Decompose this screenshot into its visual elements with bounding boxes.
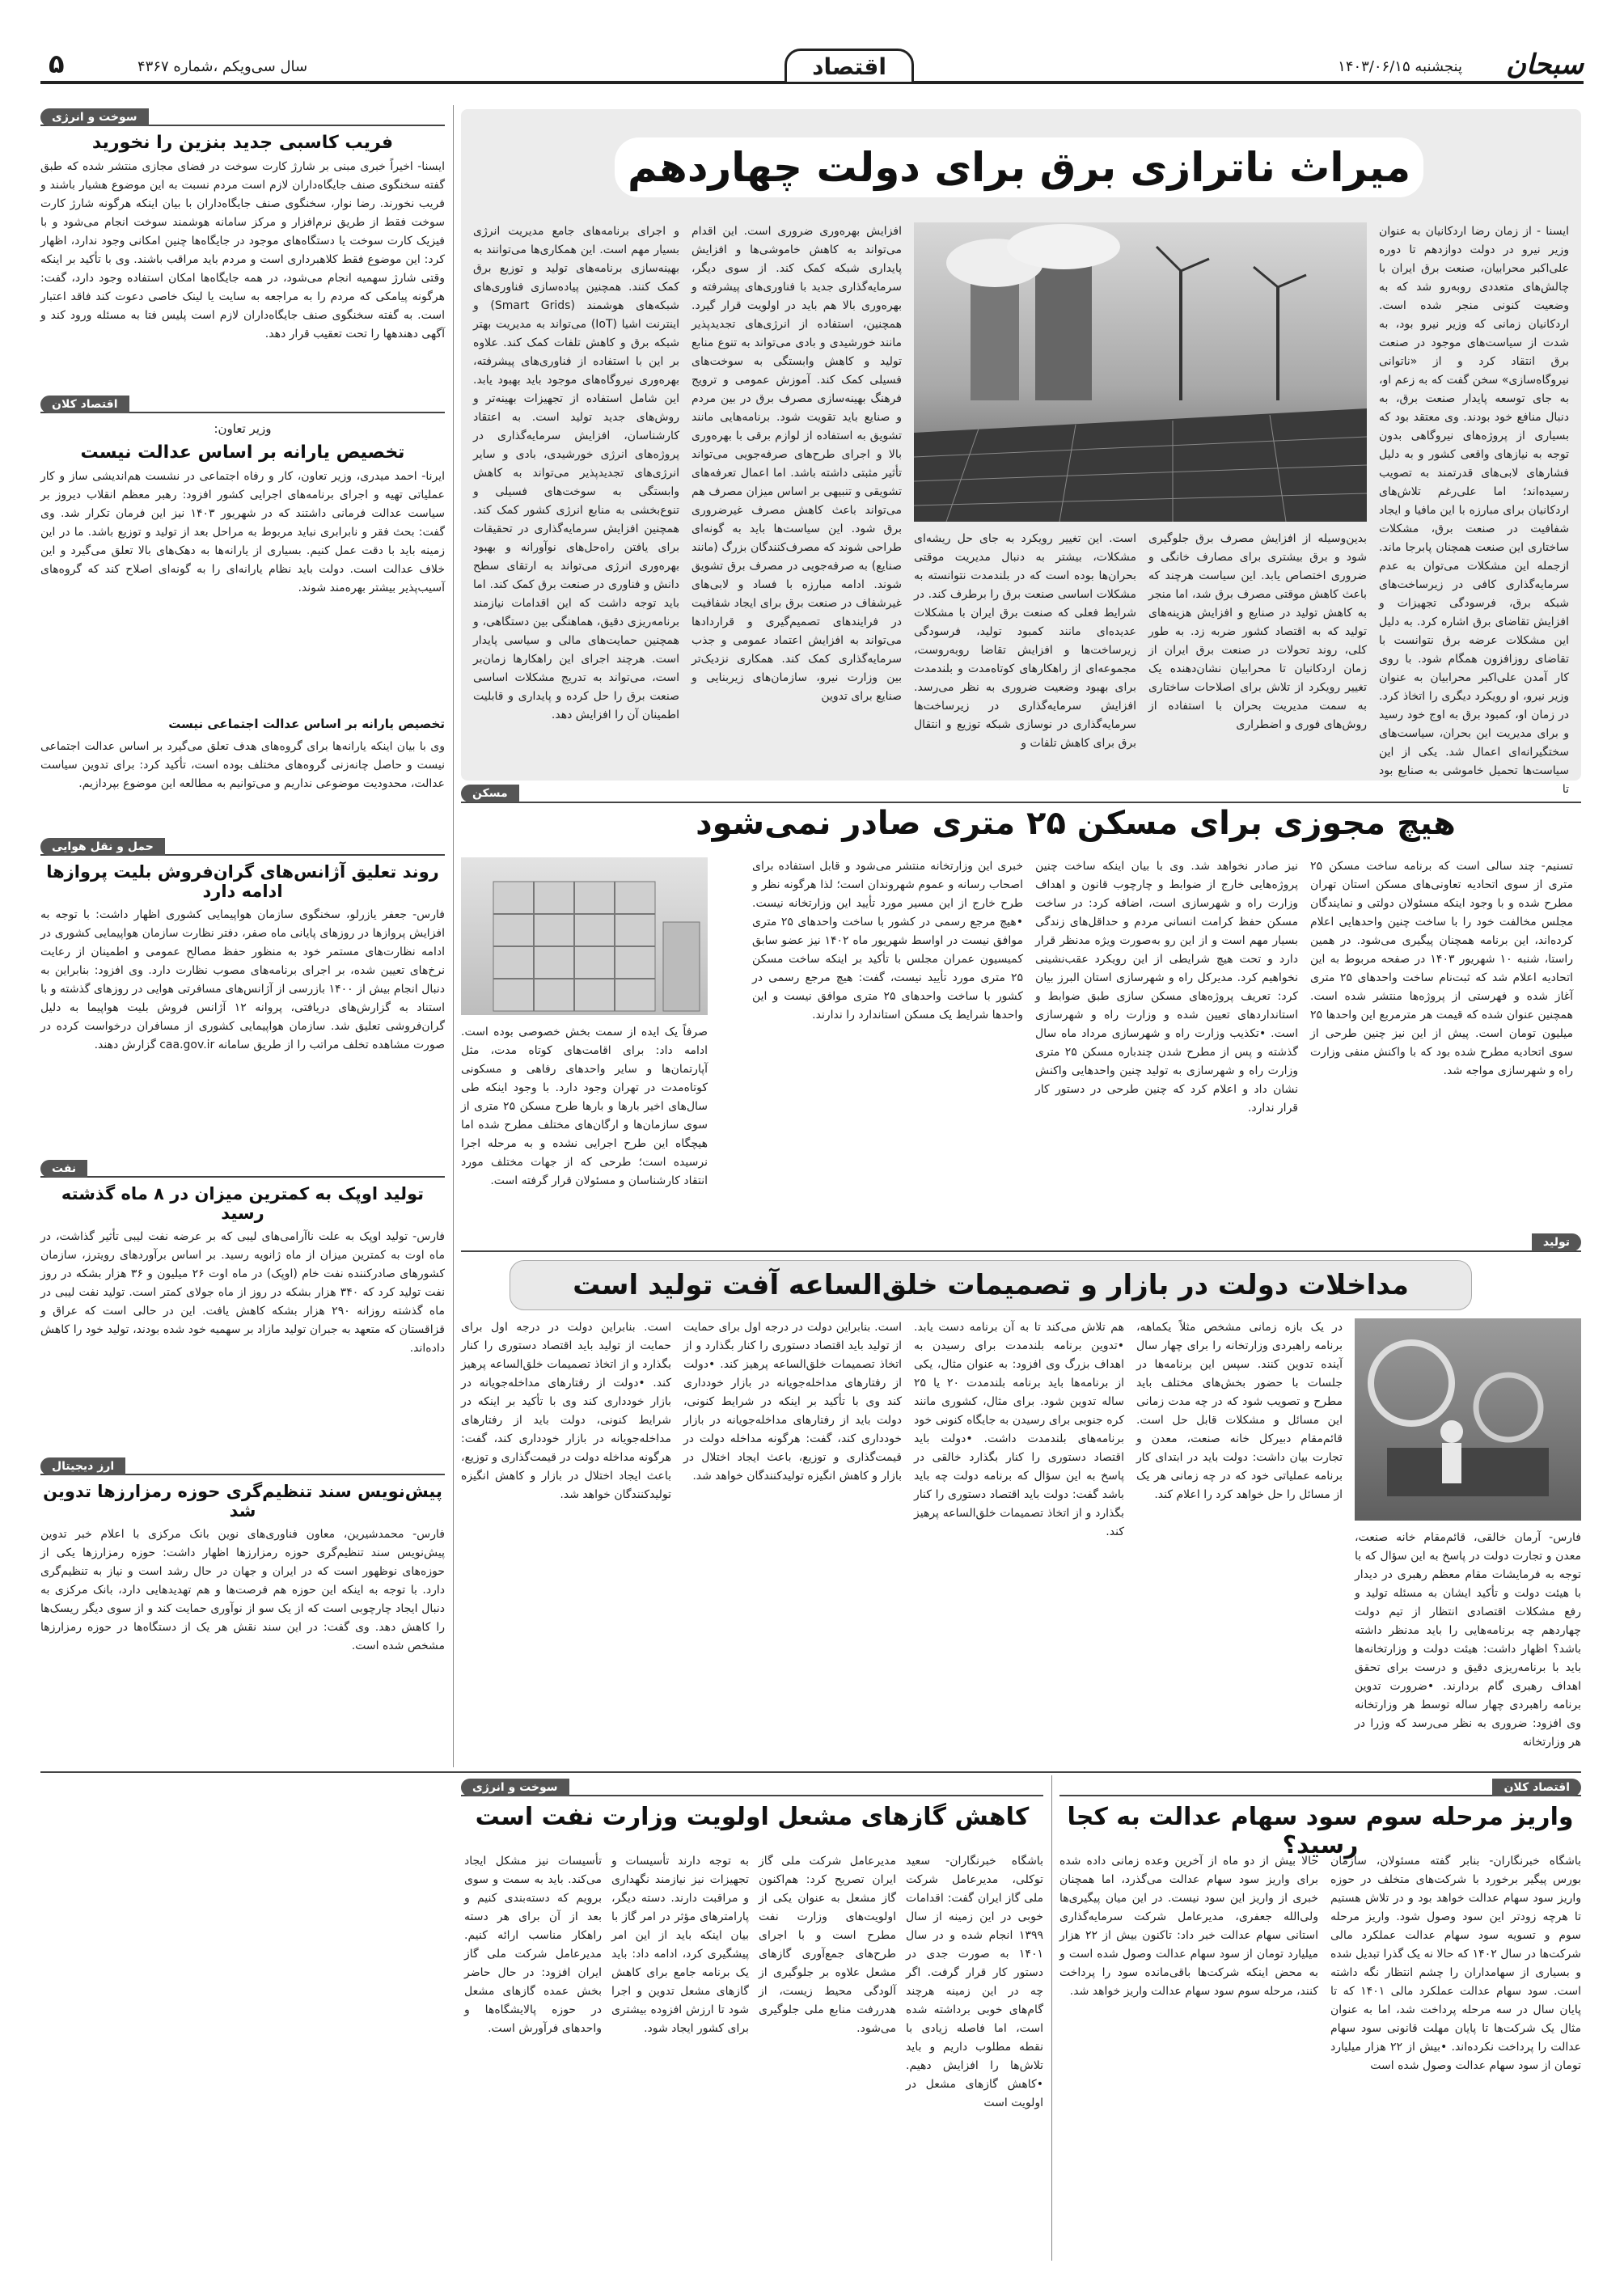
lead-col-5: و اجرای برنامه‌های جامع مدیریت انرژی بسیار مهم است. این همکاری‌ها می‌توانند به بهینه‌سازی برنامه‌های تولید و توزیع برق کمک کنند. همچنین پیاده‌سازی فناوری‌های شبکه‌های هوشمند (Smart Grids) و اینترنت اشیا (IoT) می‌تواند به مدیریت بهتر شبکه برق و کاهش تلفات کمک کند. علاوه بر این با استفاده از فناوری‌های پیشرفته، بهره‌وری نیروگاه‌های موجود باید بهبود یابد. این شامل استفاده از تجهیزات بهینه‌تر و روش‌های جدید تولید است. به اعتقاد کارشناسان، افزایش سرمایه‌گذاری در پروژه‌های انرژی خورشیدی، بادی و سایر انرژی‌های تجدیدپذیر می‌تواند به کاهش وابستگی به سوخت‌های فسیلی و تنوع‌بخشی به منابع انرژی کشور کمک کند. همچنین افزایش سرمایه‌گذاری در تحقیقات برای یافتن راه‌حل‌های نوآورانه و بهبود بهره‌وری انرژی می‌تواند به ارتقای سطح دانش و فناوری در صنعت برق کمک کند. اما باید توجه داشت که این اقدامات نیازمند برنامه‌ریزی دقیق، هماهنگی بین دستگاهی، و همچنین حمایت‌های مالی و سیاسی پایدار است. هرچند اجرای این راهکارها زمان‌بر است، می‌تواند به تدریج مشکلات اساسی صنعت برق را حل کرده و پایداری و قابلیت اطمینان آن را افزایش دهد. xyxy=(473,225,679,721)
production-col-5: است. بنابراین دولت در درجه اول برای حمایت از تولید باید اقتصاد دستوری را کنار بگذارد و از اتخاذ تصمیمات خلق‌الساعه پرهیز کند. •دولت از رفتارهای مداخله‌جویانه در بازار خودداری کند وی با تأکید بر اینکه در شرایط کنونی، دولت باید از رفتارهای مداخله‌جویانه در بازار خودداری کند، گفت: هرگونه مداخله دولت در قیمت‌گذاری و توزیع، باعث ایجاد اختلال در بازار و کاهش انگیزه تولیدکنندگان خواهد شد. xyxy=(461,1321,671,1501)
justice-col-1: باشگاه خبرنگاران- بنابر گفته مسئولان، سازمان بورس پیگیر برخورد با شرکت‌های متخلف در حوزه واریز سود سهام عدالت خواهد بود و در تلاش هستیم تا هرچه زودتر این سود وصول شود. واریز مرحله سوم و تسویه سود سهام عدالت عملکرد مالی شرکت‌ها در سال ۱۴۰۲ که حالا نه یک گذرا تبدیل شده و بسیاری از سهامداران را چشم انتظار نگه داشته است. سود سهام عدالت عملکرد مالی ۱۴۰۱ که تا پایان سال در سه مرحله پرداخت شد، اما به عنوان مثال یک شرکت‌ها تا پایان مهلت قانونی سود سهام عدالت را پرداخت نکرده‌اند. •بیش از ۲۲ هزار میلیارد تومان از سود سهام عدالت وصول شده است xyxy=(1330,1855,1581,2072)
issue-date: پنجشنبه ۱۴۰۳/۰۶/۱۵ xyxy=(1338,58,1462,75)
fuel-headline: فریب کاسبی جدید بنزین را نخورید xyxy=(91,133,394,153)
production-rule xyxy=(461,1237,1581,1252)
section-tag-production: تولید xyxy=(1532,1233,1581,1251)
production-col-4: است. بنابراین دولت در درجه اول برای حمایت از تولید باید اقتصاد دستوری را کنار بگذارد و از اتخاذ تصمیمات خلق‌الساعه پرهیز کند. •دولت از رفتارهای مداخله‌جویانه در بازار خودداری کند وی با تأکید بر اینکه در شرایط کنونی، دولت باید از رفتارهای مداخله‌جویانه در بازار خودداری کند، گفت: هرگونه مداخله دولت در قیمت‌گذاری و توزیع، باعث ایجاد اختلال در بازار و کاهش انگیزه تولیدکنندگان خواهد شد. xyxy=(683,1321,902,1483)
lead-col-1: ایسنا - از زمان رضا اردکانیان به عنوان وزیر نیرو در دولت دوازدهم تا دوره علی‌اکبر محرابیان، صنعت برق ایران با چالش‌های متعددی روبه‌رو شد که به وضعیت کنونی منجر شده است. اردکانیان زمانی که وزیر نیرو بود، به شدت از سیاست‌های موجود در صنعت برق انتقاد کرد و از «ناتوانی نیروگاه‌سازی» سخن گفت که به زعم او، به جای توسعه پایدار صنعت برق، به دنبال منافع خود بودند. وی معتقد بود که بسیاری از پروژه‌های نیروگاهی بدون توجه به نیازهای واقعی کشور و به دلیل فشارهای لابی‌های قدرتمند به تصویب رسیده‌اند؛ اما علی‌رغم تلاش‌های اردکانیان برای مبارزه با این مافیا و ایجاد شفافیت در صنعت برق، مشکلات ساختاری این صنعت همچنان پابرجا ماند. ازجمله این مشکلات می‌توان به عدم سرمایه‌گذاری کافی در زیرساخت‌های شبکه برق، فرسودگی تجهیزات و افزایش تقاضای برق اشاره کرد. به دلیل این مشکلات عرضه برق نتوانست با تقاضای روزافزون همگام شود. با روی کار آمدن علی‌اکبر محرابیان به عنوان وزیر نیرو، او رویکرد دیگری را اتخاذ کرد. در زمان او، کمبود برق به اوج خود رسید و برای مدیریت این بحران، سیاست‌های سختگیرانه‌ای اعمال شد. یکی از این سیاست‌ها تحمیل خاموشی به صنایع بود تا xyxy=(1379,225,1569,796)
housing-col-4: صرفاً یک ایده از سمت بخش خصوصی بوده است. ادامه داد: برای اقامت‌های کوتاه مدت، مثل آپارتمان‌ها و سایر واحدهای رفاهی و مسکونی کوتاه‌مدت در تهران وجود دارد. با وجود اینکه طی سال‌های اخیر بارها و بارها طرح مسکن ۲۵ متری از سوی سازمان‌ها و ارگان‌های مختلف مطرح شده اما هیچگاه این طرح اجرایی نشده و به مرحله اجرا نرسیده است؛ طرحی که از جهات مختلف مورد انتقاد کارشناسان و مسئولان قرار گرفته است. xyxy=(461,1026,708,1187)
production-col-3: هم تلاش می‌کند تا به آن برنامه دست یابد. •تدوین برنامه بلندمدت برای رسیدن به اهداف بزرگ وی افزود: به عنوان مثال، یکی از برنامه‌ها باید برنامه بلندمدت ۲۰ یا ۲۵ ساله تدوین شود. برای مثال، کشوری مانند کره جنوبی برای رسیدن به جایگاه کنونی خود برنامه‌های بلندمدت داشت. •دولت باید اقتصاد دستوری را کنار بگذارد خالقی در پاسخ به این سؤال که برنامه دولت چه باید باشد گفت: دولت باید اقتصاد دستوری را کنار بگذارد و از اتخاذ تصمیمات خلق‌الساعه پرهیز کند. xyxy=(914,1321,1124,1538)
power-plant-illustration xyxy=(914,222,1367,522)
bottom-divider xyxy=(40,1771,1581,1773)
housing-col-2: نیز صادر نخواهد شد. وی با بیان اینکه ساخت چنین پروژه‌هایی خارج از ضوابط و چارچوب قانون و اهداف وزارت راه و شهرسازی است، اضافه کرد: در ساخت مسکن حفظ کرامت انسانی مردم و حداقل‌های زندگی بسیار مهم است و از این رو به‌صورت ویژه مدنظر قرار دارد و تحت هیچ شرایطی از این رویکرد عقب‌نشینی نخواهیم کرد. مدیرکل راه و شهرسازی استان البرز بیان کرد: تعریف پروژه‌های مسکن سازی طبق ضوابط و استانداردهای تعیین شده و وزارت راه و شهرسازی است. •تکذیب وزارت راه و شهرسازی مرداد ماه سال گذشته و پس از مطرح شدن چندباره مسکن ۲۵ متری وزارت راه و شهرسازی به تولید چنین واحدهایی واکنش نشان داد و اعلام کرد که چنین طرحی در دستور کار قرار ندارد. xyxy=(1035,860,1298,1115)
gas-col-1: باشگاه خبرنگاران- سعید توکلی، مدیرعامل شرکت ملی گاز ایران گفت: اقدامات خوبی در این زمینه از سال ۱۳۹۹ انجام شده و در سال ۱۴۰۱ به صورت جدی در دستور کار قرار گرفت. اگر چه در این زمینه هرچند گام‌های خوبی برداشته شده است، اما فاصله زیادی با نقطه مطلوب داریم و باید تلاش‌ها را افزایش دهیم. •کاهش گازهای مشعل در اولویت است xyxy=(906,1855,1043,2109)
housing-rule xyxy=(461,789,1581,803)
factory-workers-photo xyxy=(1355,1318,1581,1521)
crypto-headline: پیش‌نویس سند تنظیم‌گری حوزه رمزارزها تدوین شد xyxy=(43,1482,442,1521)
housing-col-3: خبری این وزارتخانه منتشر می‌شود و قابل استفاده برای اصحاب رسانه و عموم شهروندان است؛ لذا هرگونه نظر و طرح خارج از این مسیر مورد تأیید این وزارتخانه نیست. •هیچ مرجع رسمی در کشور با ساخت واحدهای ۲۵ متری موافق نیست در اواسط شهریور ماه ۱۴۰۲ نیز عضو سابق کمیسیون عمران مجلس با تأکید بر اینکه ساخت مسکن ۲۵ متری مورد تأیید نیست، گفت: هیچ مرجع رسمی در کشور با ساخت واحدهای ۲۵ متری موافق نیست و این واحدها شرایط یک مسکن استاندارد را ندارند. xyxy=(752,860,1023,1022)
subsidy-body: ایرنا- احمد میدری، وزیر تعاون، کار و رفاه اجتماعی در نشست هم‌اندیشی ساز و کار عملیاتی تهیه و اجرای برنامه‌های اجرایی کشور افزود: رهبر معظم انقلاب دیروز بر سیاست عدالت فرمانی داشتند که در شهریور ۱۴۰۳ نیز این فرمان تکرار شد. وی گفت: بحث فقر و نابرابری نباید مربوط به مراحل بعد از تولید و توزیع باشد. ما در این زمینه باید با دقت عمل کنیم. بسیاری از یارانه‌ها به دهک‌های بالا تعلق می‌گیرد و این خلاف عدالت است. دولت باید نظام یارانه‌ای را به گونه‌ای اصلاح کند که گروه‌های آسیب‌پذیر بیشتر بهره‌مند شوند. xyxy=(40,470,445,594)
bottom-column-divider xyxy=(1051,1775,1052,2261)
factory-illustration xyxy=(1355,1318,1581,1521)
lead-col-4: افزایش بهره‌وری ضروری است. این اقدام می‌تواند به کاهش خاموشی‌ها و افزایش پایداری شبکه کمک کند. از سوی دیگر، سرمایه‌گذاری جدید با فناوری‌های پیشرفته و بهره‌وری بالا هم باید در اولویت قرار گیرد. همچنین، استفاده از انرژی‌های تجدیدپذیر مانند خورشیدی و بادی می‌تواند به تنوع منابع تولید و کاهش وابستگی به سوخت‌های فسیلی کمک کند. آموزش عمومی و ترویج فرهنگ بهینه‌سازی مصرف برق در بین مردم و صنایع باید تقویت شود. برنامه‌هایی مانند تشویق به استفاده از لوازم برقی با بهره‌وری بالا و اجرای طرح‌های صرفه‌جویی می‌تواند تأثیر مثبتی داشته باشد. اما اعمال تعرفه‌های تشویقی و تنبیهی بر اساس میزان مصرف هم می‌تواند باعث کاهش مصرف غیرضروری برق شود. این سیاست‌ها باید به گونه‌ای طراحی شوند که مصرف‌کنندگان بزرگ (مانند صنایع) به صرفه‌جویی در مصرف برق تشویق شوند. ادامه مبارزه با فساد و لابی‌های غیرشفاف در صنعت برق برای ایجاد شفافیت در فرایندهای تصمیم‌گیری و قراردادها می‌تواند به افزایش اعتماد عمومی و جذب سرمایه‌گذاری کمک کند. همکاری نزدیک‌تر بین وزارت نیرو، سازمان‌های زیربنایی و صنایع برای تدوین xyxy=(691,225,902,703)
housing-col-1: تسنیم- چند سالی است که برنامه ساخت مسکن ۲۵ متری از سوی اتحادیه تعاونی‌های مسکن استان تهران مطرح شده و با وجود اینکه مسئولان دولتی و نمایندگان مجلس مخالفت خود را با ساخت چنین واحدهایی اعلام کرده‌اند، این برنامه همچنان پیگیری می‌شود. در همین راستا، شنبه ۱۰ شهریور ۱۴۰۳ در صفحه مربوط به این اتحادیه اعلام شد که ثبت‌نام ساخت واحدهای ۲۵ متری آغاز شده و فهرستی از پروژه‌ها منتشر شده است. همچنین عنوان شده که قیمت هر مترمربع این واحدها ۲۵ میلیون تومان است. پیش از این نیز چنین طرحی از سوی اتحادیه مطرح شده بود که با واکنش منفی وزارت راه و شهرسازی مواجه شد. xyxy=(1310,860,1574,1077)
subsidy-kicker: وزیر تعاون: xyxy=(214,421,272,436)
section-tag-fuel: سوخت و انرژی xyxy=(40,105,445,126)
gas-col-2: مدیرعامل شرکت ملی گاز ایران تصریح کرد: هم‌اکنون گاز مشعل به عنوان یکی از اولویت‌های وزارت نفت مطرح است و با اجرای طرح‌های جمع‌آوری گازهای مشعل علاوه بر جلوگیری از آلودگی محیط زیست، از هدررفت منابع ملی جلوگیری می‌شود. xyxy=(759,1855,896,2035)
oil-headline: تولید اوپک به کمترین میزان در ۸ ماه گذشته رسید xyxy=(61,1184,425,1223)
gas-col-4: تأسیسات نیز مشکل ایجاد می‌کند. باید به سمت و سوی برویم که دسته‌بندی کنیم و بعد از آن برای هر دسته راهکار مناسب ارائه کنیم. مدیرعامل شرکت ملی گاز ایران افزود: در حال حاضر بخش عمده گازهای مشعل در حوزه پالایشگاه‌ها و واحدهای فرآورش است. xyxy=(464,1855,602,2035)
section-tag-air: حمل و نقل هوایی xyxy=(40,835,445,856)
side-column xyxy=(40,105,445,1767)
subsidy-body-2: وی با بیان اینکه یارانه‌ها برای گروه‌های هدف تعلق می‌گیرد بر اساس عدالت اجتماعی نیست و حاصل چانه‌زنی گروه‌های مختلف بوده است، تأکید کرد: برای تدوین سیاست عدالت، محدودیت موضوعی نداریم و می‌توانیم به مطالعه این موضوع بپردازیم. xyxy=(40,740,445,790)
gas-flare-story xyxy=(461,1775,1043,2261)
housing-headline: هیچ مجوزی برای مسکن ۲۵ متری صادر نمی‌شود xyxy=(696,805,1456,842)
gas-col-3: به توجه دارند تأسیسات و تجهیزات نیز نیازمند نگهداری و مراقبت دارند. دسته دیگر، پارامترهای مؤثر در امر گاز با بیان اینکه باید از این امر پیشگیری کرد، ادامه داد: باید یک برنامه جامع برای کاهش گازهای مشعل تدوین و اجرا شود تا ارزش افزوده بیشتری برای کشور ایجاد شود. xyxy=(611,1855,749,2035)
building-illustration xyxy=(461,857,708,1015)
production-col-2: در یک بازه زمانی مشخص مثلاً یکماهه، برنامه راهبردی وزارتخانه را برای چهار سال آینده تدوین کنند. سپس این برنامه‌ها در جلسات با حضور بخش‌های مختلف باید مطرح و تصویب شود که در چه مدت زمانی این مسائل و مشکلات قابل حل است. قائم‌مقام دبیرکل خانه صنعت، معدن و تجارت بیان داشت: دولت باید در ابتدای کار برنامه عملیاتی خود که در چه زمانی هر یک از مسائل را حل خواهد کرد را اعلام کند. xyxy=(1136,1321,1343,1501)
section-tag-crypto: ارز دیجیتال xyxy=(40,1454,445,1475)
subsidy-subhead: تخصیص یارانه بر اساس عدالت اجتماعی نیست xyxy=(168,717,445,731)
newspaper-logo: سبحان xyxy=(1505,49,1584,81)
production-headline: مداخلات دولت در بازار و تصمیمات خلق‌الساعه آفت تولید است xyxy=(573,1269,1409,1301)
lead-headline: میراث ناترازی برق برای دولت چهاردهم xyxy=(615,137,1423,197)
section-tag-justice: اقتصاد کلان xyxy=(1059,1775,1581,1796)
issue-number: سال سی‌ویکم ،شماره ۴۳۶۷ xyxy=(137,58,308,75)
production-col-1: فارس- آرمان خالقی، قائم‌مقام خانه صنعت، معدن و تجارت دولت در پاسخ به این سؤال که با توجه به فرمایشات مقام معظم رهبری در دیدار با هیئت دولت و تأکید ایشان به مسئله تولید و رفع مشکلات اقتصادی انتظار از تیم دولت چهاردهم چه برنامه‌هایی را باید مدنظر داشته باشد؟ اظهار داشت: هیئت دولت و وزارتخانه‌ها باید با برنامه‌ریزی دقیق و درست برای تحقق اهداف رهبری گام بردارند. •ضرورت تدوین برنامه راهبردی چهار ساله توسط هر وزارتخانه وی افزود: ضروری به نظر می‌رسد که وزرا در هر وزارتخانه xyxy=(1355,1531,1581,1749)
justice-shares-story xyxy=(1059,1775,1581,2261)
section-tag-macro: اقتصاد کلان xyxy=(40,392,445,413)
fuel-body: ایسنا- اخیراً خبری مبنی بر شارژ کارت سوخت در فضای مجازی منتشر شده که طبق گفته سخنگوی صنف جایگاه‌داران لازم است مردم نسبت به این موضوع هشیار باشند و فریب نخورند. رضا نوار، سخنگوی صنف جایگاه‌داران با بیان اینکه هرگونه شارژ کارت سوخت فقط از طریق نرم‌افزار و مرکز سامانه هوشمند سوخت انجام می‌شود و با فیزیک کارت سوخت یا دستگاه‌های موجود در جایگاه‌ها چنین امکانی وجود ندارد، اظهار کرد: این موضوع فقط کلاهبرداری است و مردم باید مراقب باشند. وی با تأکید بر اینکه وقتی شارژ سهمیه انجام می‌شود، در همه جایگاه‌ها امکان استفاده وجود دارد، گفت: هرگونه پیامکی که مردم را به مراجعه به سایت یا لینک خاصی دعوت کند فاقد اعتبار است. به گفته سخنگوی صنف جایگاه‌داران لازم است پلیس فتا به مسئله ورود کند و آگهی دهندهها را تحت تعقیب قرار دهد. xyxy=(40,160,445,341)
housing-story xyxy=(461,789,1581,1233)
section-tag-gas: سوخت و انرژی xyxy=(461,1775,1043,1796)
column-divider xyxy=(453,105,454,1767)
gas-headline: کاهش گازهای مشعل اولویت وزارت نفت است xyxy=(475,1803,1030,1831)
crypto-body: فارس- محمدشیرین، معاون فناوری‌های نوین بانک مرکزی با اعلام خبر تدوین پیش‌نویس سند تنظیم‌گری حوزه رمزارزها اظهار داشت: حوزه رمزارزها یکی از حوزه‌های نوظهور است که در ایران و جهان در حال رشد است و نیاز به تنظیم‌گری دارد. با توجه به اینکه این حوزه هم فرصت‌ها و هم تهدیدهایی دارد، بانک مرکزی به دنبال ایجاد چارچوبی است که از یک سو از نوآوری حمایت کند و از سوی دیگر ریسک‌ها را کاهش دهد. وی گفت: در این سند نقش هر یک از دستگاه‌ها در حوزه رمزارزها مشخص شده است. xyxy=(40,1528,445,1652)
air-body: فارس- جعفر یازرلو، سخنگوی سازمان هواپیمایی کشوری اظهار داشت: با توجه به افزایش پروازها در روزهای پایانی ماه صفر، دفتر نظارت سازمان هواپیمایی کشوری در ادامه نظارت‌های مستمر خود به منظور حفظ مصالح عمومی و اطمینان از رعایت نرخ‌های تعیین شده، بر اجرای برنامه‌های مصوب نظارت دارد. وی افزود: بنابراین به دنبال انجام بیش از ۱۴۰۰ بازرسی از آژانس‌های مسافرتی هوایی در روزهای گذشته و با استناد به گزارش‌های دریافتی، پروانه ۱۲ آژانس فروش بلیت هواپیما به دلیل گران‌فروشی تعلیق شد. سازمان هواپیمایی کشوری از مسافران درخواست کرده در صورت مشاهده تخلف مراتب را از طریق سامانه caa.gov.ir گزارش دهند. xyxy=(40,908,445,1051)
subsidy-headline: تخصیص یارانه بر اساس عدالت نیست xyxy=(80,442,405,463)
power-plant-photo xyxy=(914,222,1367,522)
justice-headline: واریز مرحله سوم سود سهام عدالت به کجا رسید؟ xyxy=(1067,1803,1574,1859)
justice-col-2: حالا بیش از دو ماه از آخرین وعده زمانی داده شده برای واریز سود سهام عدالت می‌گذرد، اما همچنان خبری از واریز این سود نیست. در این میان پیگیری‌ها ولی‌الله جعفری، مدیرعامل شرکت سرمایه‌گذاری استانی سهام عدالت خبر داد: تاکنون بیش از ۲۲ هزار میلیارد تومان از سود سهام عدالت وصول شده است و به محض اینکه شرکت‌ها باقی‌مانده سود را پرداخت کنند، مرحله سوم سود سهام عدالت واریز خواهد شد. xyxy=(1059,1855,1318,1998)
building-construction-photo xyxy=(461,857,708,1015)
page-header xyxy=(40,49,1584,97)
page-number: ۵ xyxy=(49,49,65,79)
oil-body: فارس- تولید اوپک به علت ناآرامی‌های لیبی که بر عرضه نفت لیبی تأثیر گذاشت، در ماه اوت به کمترین میزان از ماه ژانویه رسید. بر اساس برآوردهای رویترز، سازمان کشورهای صادرکننده نفت خام (اوپک) در ماه اوت ۲۶ میلیون و ۳۶ هزار بشکه در روز نفت تولید کرد که ۳۴۰ هزار بشکه در روز از ماه جولای کمتر است. تولید نفت لیبی در ماه گذشته روزانه ۲۹۰ هزار بشکه کاهش یافت. این در حالی است که عراق و قزاقستان که متعهد به جبران تولید مازاد بر سهمیه خود شده بودند، تولید خود را کاهش داده‌اند. xyxy=(40,1230,446,1355)
section-tag-oil: نفت xyxy=(40,1157,445,1178)
section-tag-housing: مسکن xyxy=(461,785,519,802)
section-title: اقتصاد xyxy=(785,49,914,84)
production-headline-box xyxy=(510,1260,1472,1310)
production-story xyxy=(461,1237,1581,1763)
lead-col-2: بدین‌وسیله از افزایش مصرف برق جلوگیری شود و برق بیشتری برای مصارف خانگی و ضروری اختصاص یابد. این سیاست هرچند که باعث کاهش موقتی مصرف برق شد، اما منجر به کاهش تولید در صنایع و افزایش هزینه‌های تولید که به اقتصاد کشور ضربه زد. به طور کلی، روند تحولات در صنعت برق ایران از زمان اردکانیان تا محرابیان نشان‌دهنده یک تغییر رویکرد از تلاش برای اصلاحات ساختاری به سمت مدیریت بحران با استفاده از روش‌های فوری و اضطراری xyxy=(1148,532,1367,731)
air-headline: روند تعلیق آژانس‌های گران‌فروش بلیت پروازها ادامه دارد xyxy=(46,862,439,901)
lead-col-3: است. این تغییر رویکرد به جای حل ریشه‌ای مشکلات، بیشتر به دنبال مدیریت موقتی بحران‌ها بوده است که در بلندمدت نتوانسته به مشکلات اساسی صنعت برق را برطرف کند. در شرایط فعلی که صنعت برق ایران با مشکلات عدیده‌ای مانند کمبود تولید، فرسودگی زیرساخت‌ها و افزایش تقاضا روبه‌روست، مجموعه‌ای از راهکارهای کوتاه‌مدت و بلندمدت برای بهبود وضعیت ضروری به نظر می‌رسد. افزایش سرمایه‌گذاری در زیرساخت‌ها سرمایه‌گذاری در نوسازی شبکه توزیع و انتقال برق برای کاهش تلفات و xyxy=(914,532,1136,750)
